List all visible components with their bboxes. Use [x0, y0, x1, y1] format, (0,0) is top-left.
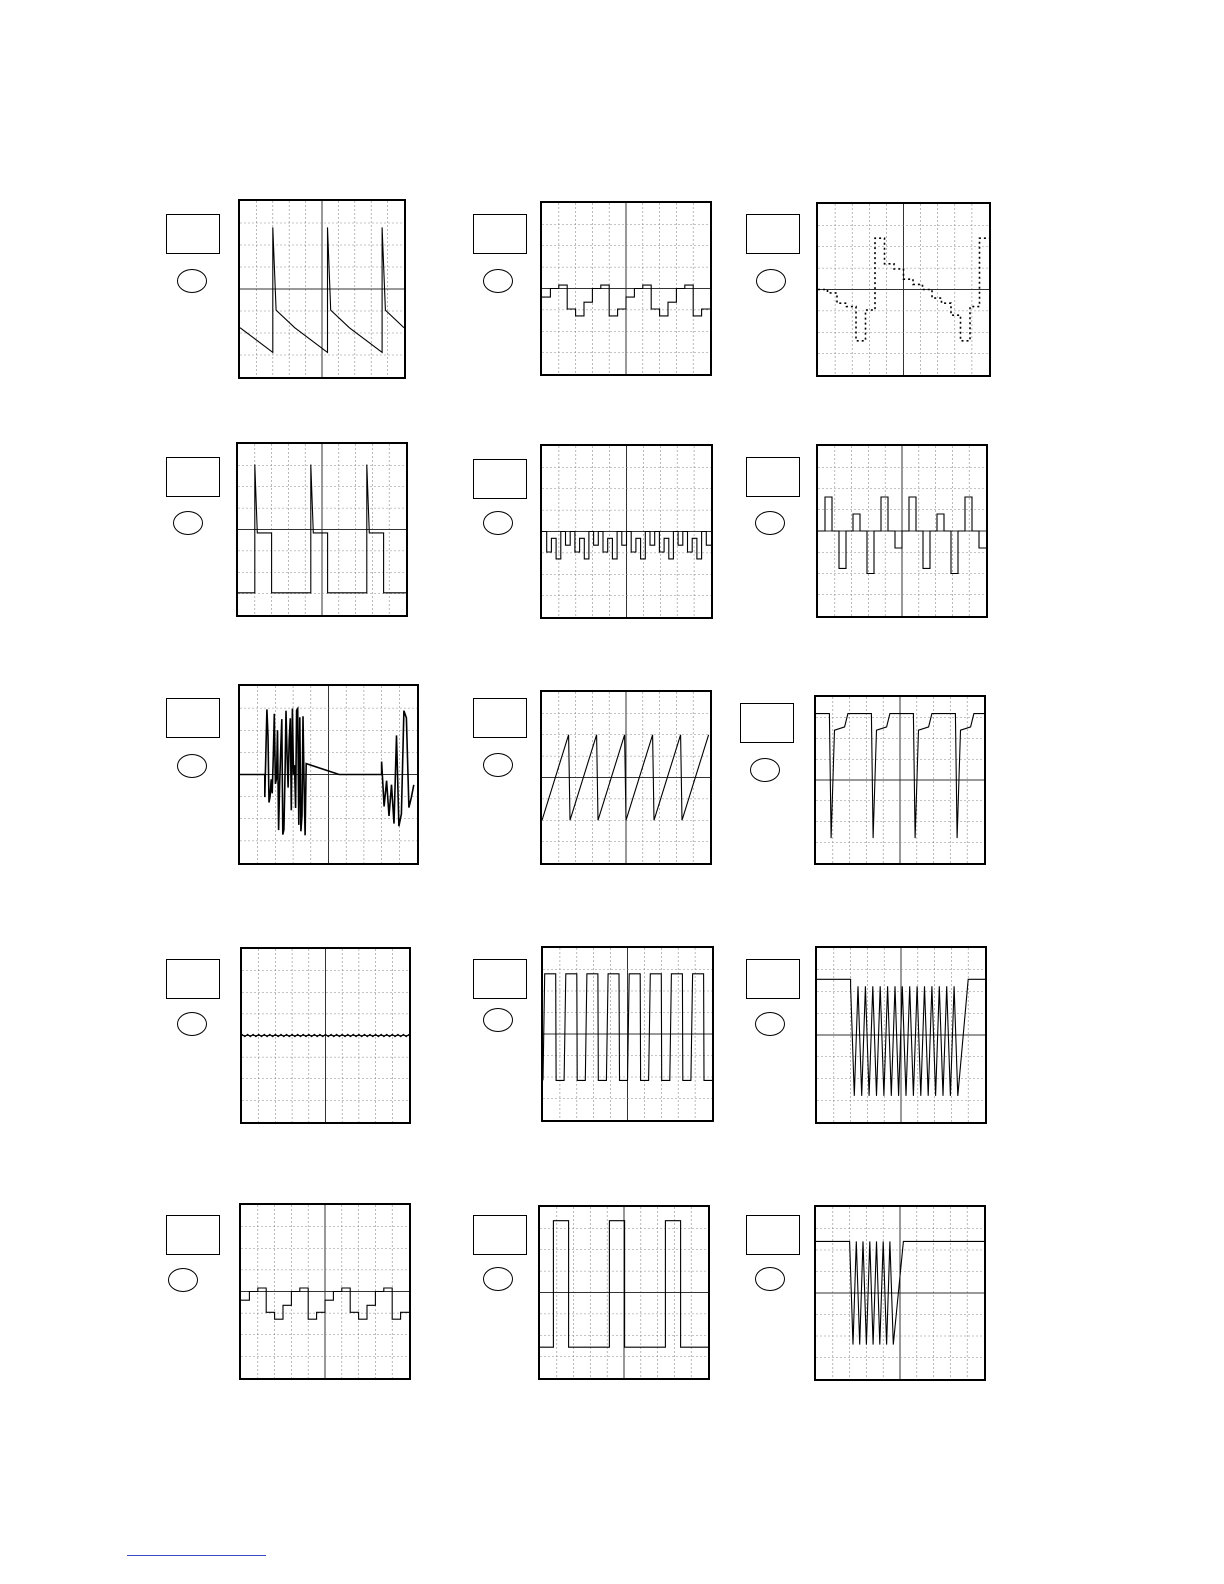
- label-box: [166, 1215, 220, 1255]
- circle-marker: [483, 1008, 513, 1032]
- circle-marker: [483, 753, 513, 777]
- circle-marker: [750, 758, 780, 782]
- scope-screen-r2c1: [236, 442, 408, 617]
- circle-marker: [177, 1012, 207, 1036]
- scope-plot: [240, 201, 404, 377]
- label-box: [746, 457, 800, 497]
- label-box: [473, 959, 527, 999]
- scope-plot: [818, 204, 989, 375]
- scope-screen-r3c1: [238, 684, 419, 865]
- scope-screen-r4c2: [541, 946, 714, 1122]
- scope-plot: [542, 692, 710, 863]
- scope-screen-r5c3: [814, 1205, 986, 1381]
- scope-plot: [540, 1207, 708, 1378]
- scope-plot: [816, 1207, 984, 1379]
- circle-marker: [168, 1268, 198, 1292]
- circle-marker: [177, 269, 207, 293]
- label-box: [746, 959, 800, 999]
- scope-plot: [817, 948, 985, 1122]
- scope-screen-r2c3: [816, 444, 988, 618]
- circle-marker: [173, 511, 203, 535]
- label-box: [746, 1215, 800, 1255]
- scope-screen-r1c1: [238, 199, 406, 379]
- circle-marker: [755, 511, 785, 535]
- circle-marker: [177, 754, 207, 778]
- scope-screen-r3c2: [540, 690, 712, 865]
- label-box: [166, 698, 220, 738]
- scope-plot: [238, 444, 406, 615]
- scope-plot: [542, 203, 710, 374]
- scope-plot: [242, 949, 409, 1122]
- circle-marker: [755, 1267, 785, 1291]
- circle-marker: [483, 269, 513, 293]
- footer-rule: [127, 1555, 266, 1556]
- label-box: [473, 214, 527, 254]
- scope-screen-r1c3: [816, 202, 991, 377]
- label-box: [473, 459, 527, 499]
- label-box: [166, 457, 220, 497]
- label-box: [166, 959, 220, 999]
- circle-marker: [755, 1012, 785, 1036]
- scope-screen-r4c1: [240, 947, 411, 1124]
- label-box: [473, 1215, 527, 1255]
- scope-screen-r1c2: [540, 201, 712, 376]
- scope-screen-r3c3: [814, 695, 986, 865]
- circle-marker: [483, 1267, 513, 1291]
- circle-marker: [756, 269, 786, 293]
- scope-plot: [240, 686, 417, 863]
- label-box: [473, 698, 527, 738]
- scope-screen-r2c2: [540, 444, 713, 619]
- scope-plot: [542, 446, 711, 617]
- scope-screen-r4c3: [815, 946, 987, 1124]
- label-box: [166, 214, 220, 254]
- label-box: [746, 214, 800, 254]
- circle-marker: [483, 511, 513, 535]
- scope-screen-r5c1: [239, 1203, 411, 1380]
- scope-plot: [543, 948, 712, 1120]
- scope-plot: [241, 1205, 409, 1378]
- scope-plot: [816, 697, 984, 863]
- waveform-trace: [240, 709, 414, 836]
- scope-plot: [818, 446, 986, 616]
- scope-screen-r5c2: [538, 1205, 710, 1380]
- label-box: [740, 703, 794, 743]
